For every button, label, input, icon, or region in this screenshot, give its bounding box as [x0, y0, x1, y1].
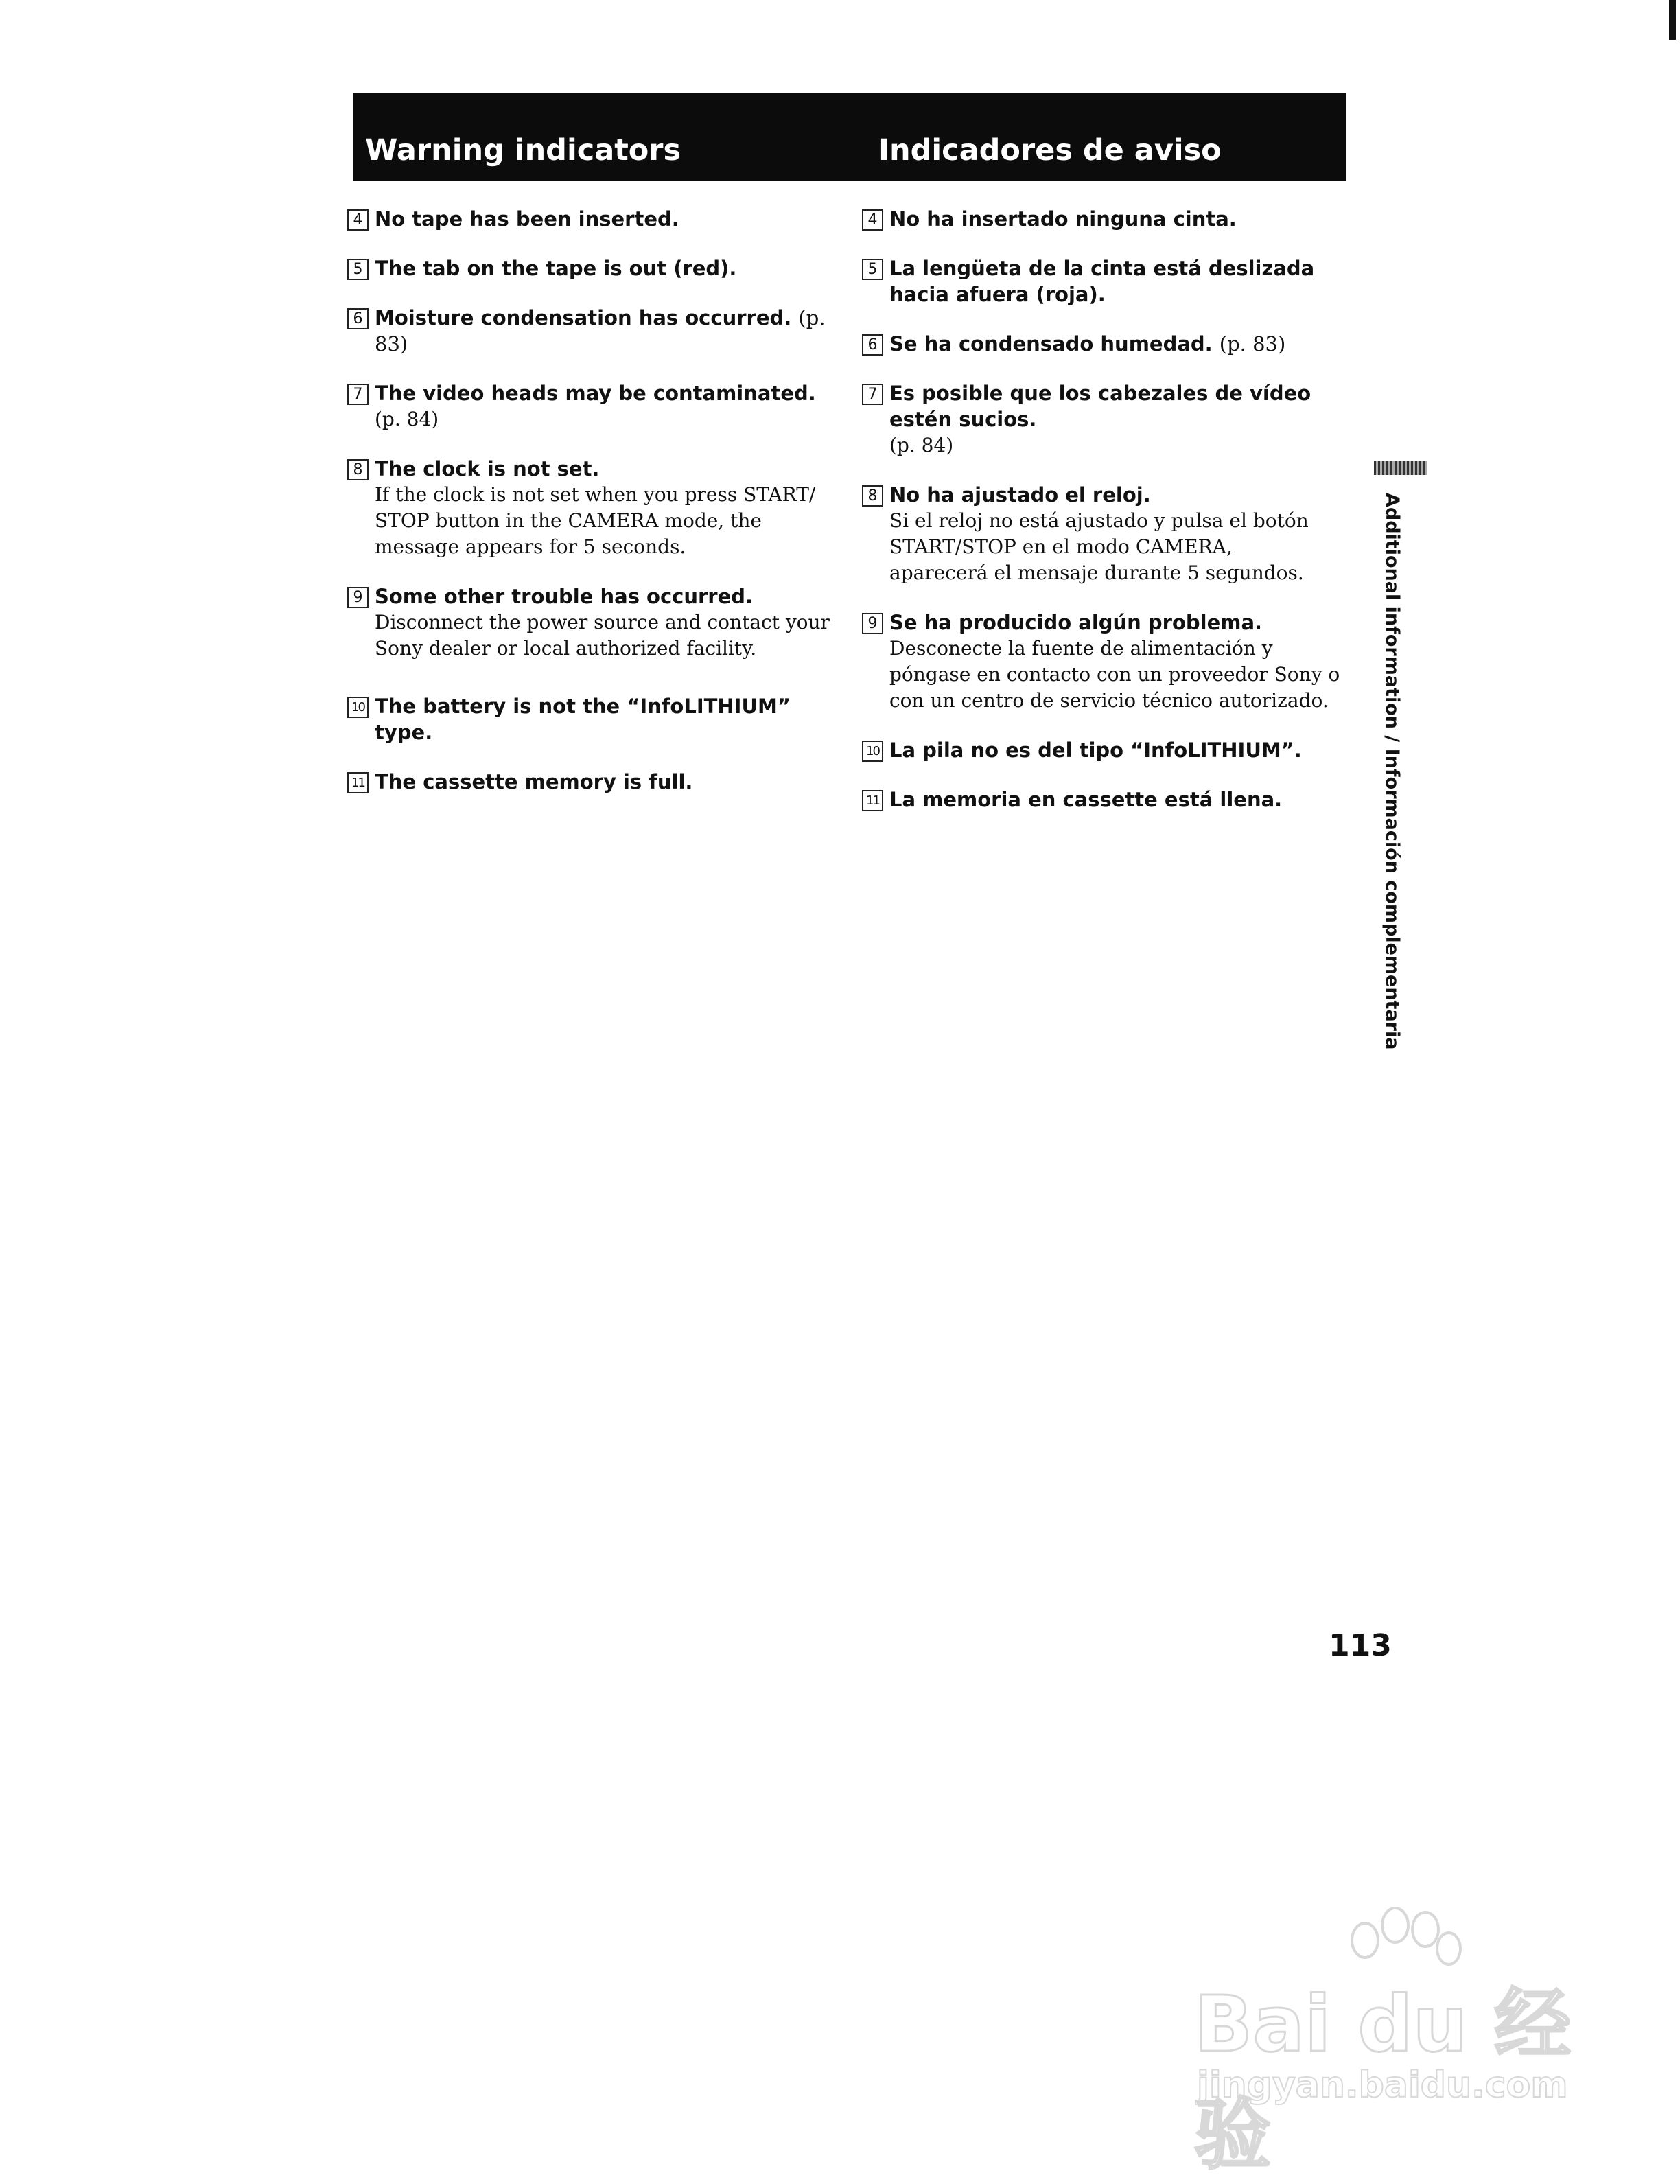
list-item-es-10	[862, 737, 1356, 763]
item-number-box: 7	[347, 384, 369, 405]
list-item-en-10	[347, 693, 841, 745]
item-body: If the clock is not set when you press START/ STOP button in the CAMERA mode, the message appears for 5 seconds.	[375, 483, 816, 558]
item-number-box: 11	[862, 790, 883, 811]
item-title: Some other trouble has occurred.	[375, 585, 754, 608]
item-title: The tab on the tape is out (red).	[375, 257, 737, 280]
watermark-logo-text: Bai du 经验	[1194, 1980, 1572, 2180]
item-number-box: 10	[347, 697, 369, 718]
item-body: Desconecte la fuente de alimentación y póngase en contacto con un proveedor Sony o con un centro de servicio técnico autorizado.	[889, 637, 1340, 712]
list-item-es-9	[862, 609, 1356, 714]
item-title: La lengüeta de la cinta está deslizada hacia afuera (roja).	[889, 257, 1315, 306]
list-item-es-8	[862, 482, 1356, 586]
item-number-box: 7	[862, 384, 883, 405]
list-item-en-4	[347, 206, 841, 232]
section-title-en: Warning indicators	[365, 133, 681, 167]
item-title: The video heads may be contaminated.	[375, 382, 816, 405]
item-title: The cassette memory is full.	[375, 770, 693, 793]
edge-mark	[1669, 0, 1676, 40]
item-number-box: 5	[347, 259, 369, 280]
item-body: (p. 84)	[375, 408, 439, 430]
list-item-en-9	[347, 583, 841, 662]
item-title: No tape has been inserted.	[375, 207, 679, 231]
item-title: The clock is not set.	[375, 457, 600, 480]
english-column	[347, 206, 841, 818]
item-body: Disconnect the power source and contact your Sony dealer or local authorized facility.	[375, 611, 830, 660]
item-title: Moisture condensation has occurred.	[375, 306, 792, 329]
watermark-url: jingyan.baidu.com	[1197, 2065, 1568, 2106]
item-number-box: 11	[347, 772, 369, 793]
list-item-es-7	[862, 380, 1356, 458]
spanish-column	[862, 206, 1356, 836]
list-item-es-5	[862, 255, 1356, 307]
list-item-en-5	[347, 255, 841, 281]
list-item-es-6	[862, 331, 1356, 357]
item-title: La memoria en cassette está llena.	[889, 788, 1283, 811]
item-number-box: 6	[347, 308, 369, 329]
item-number-box: 4	[347, 209, 369, 231]
list-item-es-4	[862, 206, 1356, 232]
item-number-box: 8	[862, 485, 883, 507]
list-item-en-7	[347, 380, 841, 432]
item-body: Si el reloj no está ajustado y pulsa el botón START/STOP en el modo CAMERA, aparecerá el mensaje durante 5 segundos.	[889, 509, 1309, 584]
item-title: Es posible que los cabezales de vídeo estén sucios.	[889, 382, 1311, 431]
paw-icon	[1411, 1911, 1440, 1948]
side-section-label: Additional information / Información complementaria	[1381, 493, 1403, 1050]
item-number-box: 10	[862, 741, 883, 762]
item-number-box: 8	[347, 459, 369, 480]
item-title: Se ha producido algún problema.	[889, 611, 1263, 634]
item-title: No ha insertado ninguna cinta.	[889, 207, 1237, 231]
paw-icon	[1381, 1907, 1410, 1944]
item-number-box: 9	[347, 587, 369, 608]
item-title: No ha ajustado el reloj.	[889, 483, 1151, 507]
list-item-en-8	[347, 456, 841, 560]
item-number-box: 5	[862, 259, 883, 280]
list-item-es-11	[862, 787, 1356, 813]
item-title: The battery is not the “InfoLITHIUM” type.	[375, 695, 791, 744]
list-item-en-11	[347, 769, 841, 795]
item-title: La pila no es del tipo “InfoLITHIUM”.	[889, 739, 1302, 762]
page-reference: (p. 83)	[1219, 332, 1286, 356]
section-title-es: Indicadores de aviso	[878, 133, 1222, 167]
item-body: (p. 84)	[889, 434, 954, 456]
paw-icon	[1351, 1922, 1379, 1959]
page-reference: (p. 83)	[375, 306, 826, 356]
item-number-box: 9	[862, 613, 883, 634]
paw-icon	[1436, 1931, 1462, 1966]
baidu-watermark	[1194, 1901, 1578, 2180]
item-number-box: 6	[862, 334, 883, 356]
list-item-en-6	[347, 305, 841, 357]
page-number: 113	[1329, 1628, 1392, 1663]
item-title: Se ha condensado humedad.	[889, 332, 1213, 356]
item-number-box: 4	[862, 209, 883, 231]
section-tab-marker	[1374, 461, 1427, 475]
